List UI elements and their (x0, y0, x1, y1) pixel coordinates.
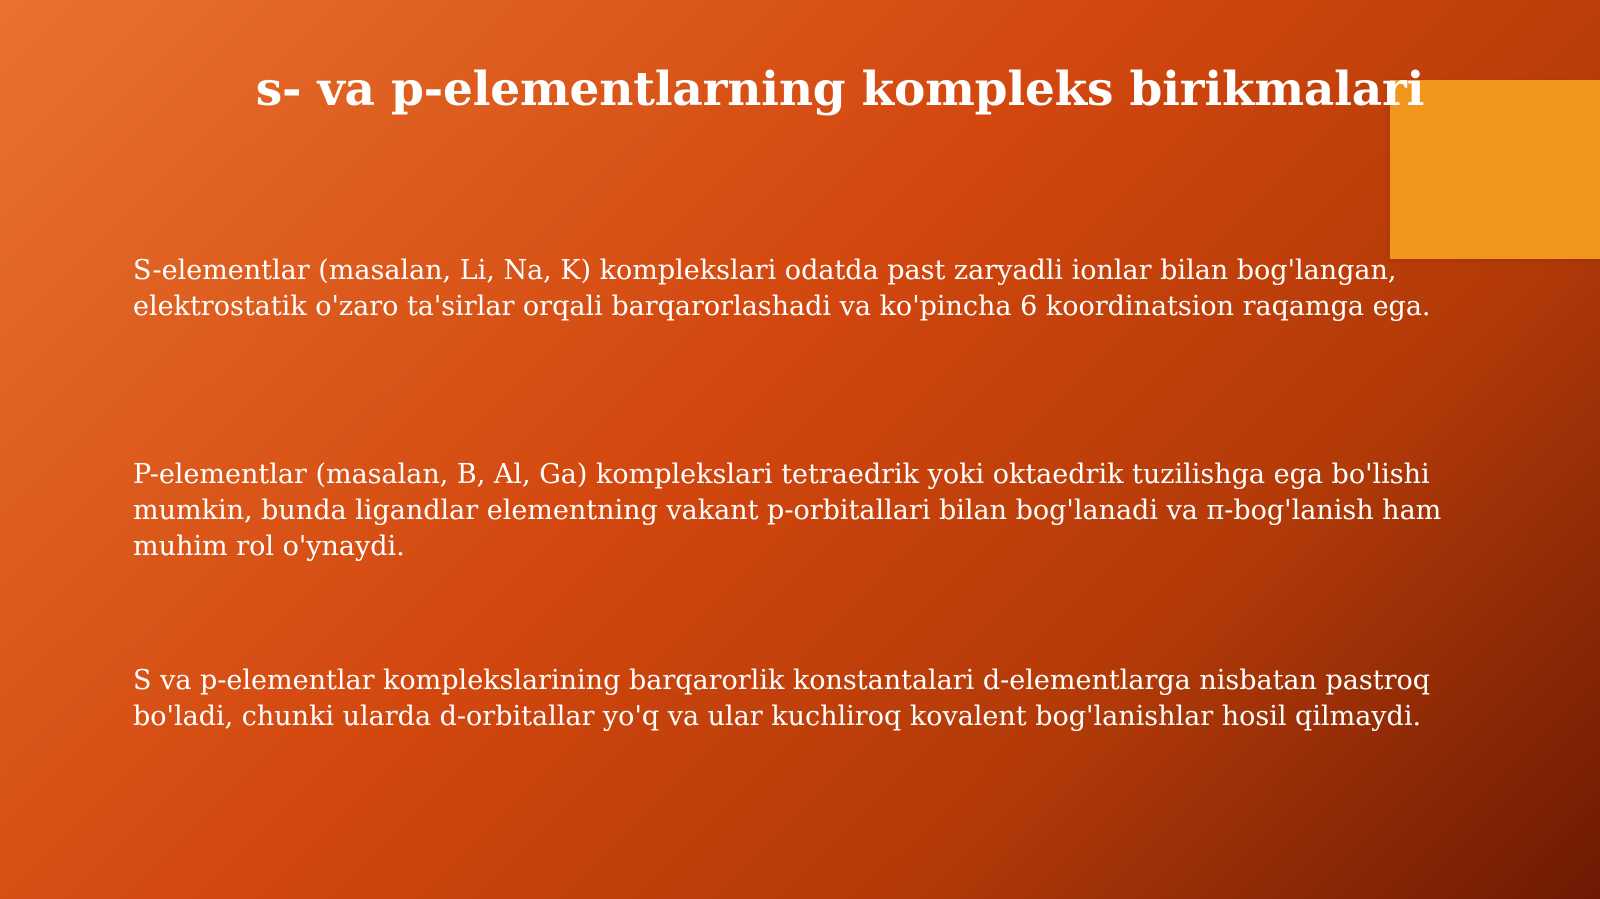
paragraph-stability: S va p-elementlar komplekslarining barqarorlik konstantalari d-elementlarga nisbatan pastroq bo'ladi, chunki ularda d-orbitallar yo'q va ular kuchliroq kovalent bog'lanishlar hosil qilmaydi. (133, 665, 1431, 732)
slide-title: s- va p-elementlarning kompleks birikmalari (255, 62, 1425, 117)
paragraph-s-elements: S-elementlar (masalan, Li, Na, K) komplekslari odatda past zaryadli ionlar bilan bog'langan, elektrostatik o'zaro ta'sirlar orqali barqarorlashadi va ko'pincha 6 koordinatsion raqamga ega. (133, 255, 1431, 322)
paragraph-p-elements: P-elementlar (masalan, B, Al, Ga) komplekslari tetraedrik yoki oktaedrik tuzilishga ega bo'lishi mumkin, bunda ligandlar elementning vakant p-orbitallari bilan bog'lanadi va π-bog'lanish ham muhim rol o'ynaydi. (133, 459, 1442, 562)
